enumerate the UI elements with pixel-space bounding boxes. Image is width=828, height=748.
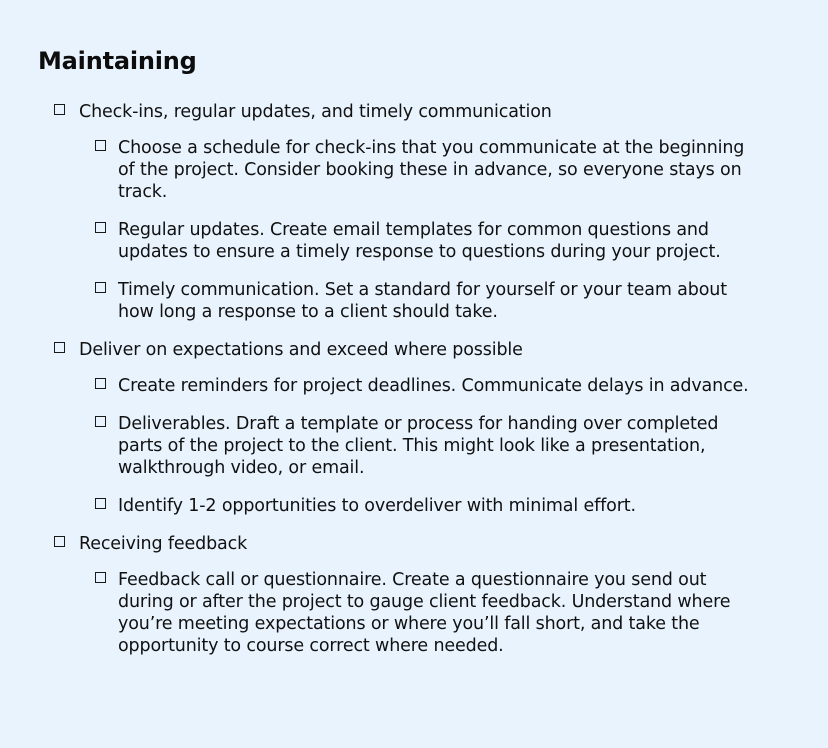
checklist-subitem[interactable] <box>38 495 755 517</box>
checkbox-icon[interactable] <box>54 536 65 547</box>
checklist-section-deliver <box>38 339 808 517</box>
checklist-subitem[interactable] <box>38 569 755 657</box>
checkbox-icon[interactable] <box>95 222 106 233</box>
checklist-section-check-ins <box>38 101 808 323</box>
checklist-item-label: Check-ins, regular updates, and timely communication <box>79 102 552 122</box>
checklist-subitem-label: Deliverables. Draft a template or process for handing over completed parts of the project to the client. This might look like a presentation, walkthrough video, or email. <box>118 414 719 478</box>
checkbox-icon[interactable] <box>54 342 65 353</box>
checklist-subitem[interactable] <box>38 413 755 479</box>
checklist-subitem-label: Identify 1-2 opportunities to overdeliver with minimal effort. <box>118 496 636 516</box>
checkbox-icon[interactable] <box>54 104 65 115</box>
checklist-item[interactable] <box>38 533 808 555</box>
checklist-subitem[interactable] <box>38 279 755 323</box>
checklist-item-label: Deliver on expectations and exceed where possible <box>79 340 523 360</box>
checklist-subitem-label: Create reminders for project deadlines. Communicate delays in advance. <box>118 376 749 396</box>
checklist-section-feedback <box>38 533 808 657</box>
checklist-subitem-label: Timely communication. Set a standard for yourself or your team about how long a response to a client should take. <box>118 280 727 322</box>
page-title: Maintaining <box>38 47 197 75</box>
checklist-subitem-label: Choose a schedule for check-ins that you communicate at the beginning of the project. Consider booking these in advance, so everyone stays on track. <box>118 138 745 202</box>
checkbox-icon[interactable] <box>95 416 106 427</box>
checkbox-icon[interactable] <box>95 572 106 583</box>
checkbox-icon[interactable] <box>95 282 106 293</box>
checkbox-icon[interactable] <box>95 498 106 509</box>
checkbox-icon[interactable] <box>95 140 106 151</box>
checklist-item-label: Receiving feedback <box>79 534 248 554</box>
checklist-subitem[interactable] <box>38 137 755 203</box>
checklist-subitem[interactable] <box>38 375 755 397</box>
checklist-subitem[interactable] <box>38 219 755 263</box>
checklist-subitem-label: Feedback call or questionnaire. Create a questionnaire you send out during or after the project to gauge client feedback. Understand where you’re meeting expectations or where you’ll fall short, and take the opportunity to course correct where needed. <box>118 570 731 656</box>
checkbox-icon[interactable] <box>95 378 106 389</box>
checklist-item[interactable] <box>38 101 808 123</box>
checklist-subitem-label: Regular updates. Create email templates for common questions and updates to ensure a timely response to questions during your project. <box>118 220 721 262</box>
checklist-item[interactable] <box>38 339 808 361</box>
